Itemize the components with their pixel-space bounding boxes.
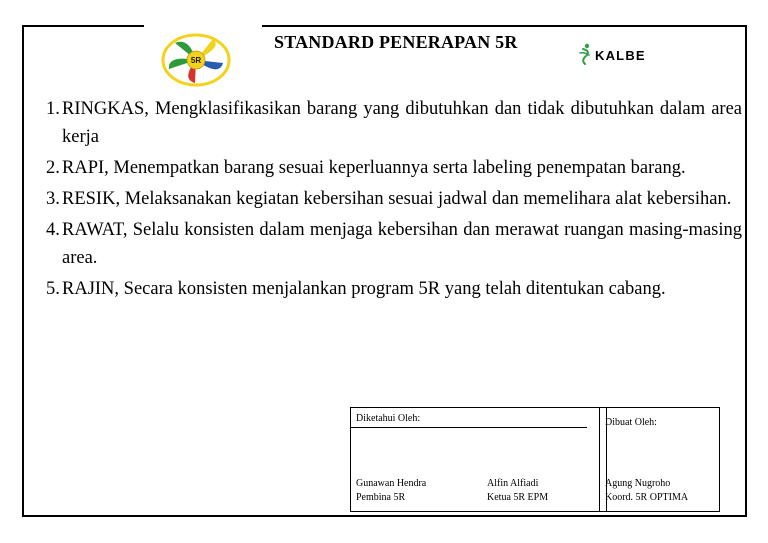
list-item — [46, 275, 742, 303]
item-number: 1. — [46, 99, 60, 119]
list-item — [46, 154, 742, 182]
signer-role: Koord. 5R OPTIMA — [605, 492, 689, 503]
signer-role: Pembina 5R — [356, 492, 406, 503]
list-item — [46, 95, 742, 151]
5r-list — [46, 95, 742, 306]
known-by-box — [350, 407, 607, 512]
item-number: 2. — [46, 158, 60, 178]
item-text: RAWAT, Selalu konsisten dalam menjaga kebersihan dan merawat ruangan masing-masing area. — [62, 220, 742, 268]
kalbe-logo — [577, 43, 646, 65]
item-number: 5. — [46, 279, 60, 299]
item-text: RESIK, Melaksanakan kegiatan kebersihan sesuai jadwal dan memelihara alat kebersihan. — [62, 189, 732, 209]
made-by-box — [599, 407, 720, 512]
document-frame — [22, 25, 747, 517]
item-text: RINGKAS, Mengklasifikasikan barang yang dibutuhkan dan tidak dibutuhkan dalam area kerja — [62, 99, 742, 147]
frame-gap — [144, 25, 262, 28]
kalbe-wordmark: KALBE — [595, 48, 646, 63]
item-number: 3. — [46, 189, 60, 209]
signer-role: Ketua 5R EPM — [487, 492, 549, 503]
signer-name: Alfin Alfiadi — [487, 478, 539, 489]
5r-logo — [161, 33, 231, 87]
list-item — [46, 216, 742, 272]
item-text: RAPI, Menempatkan barang sesuai keperluannya serta labeling penempatan barang. — [62, 158, 686, 178]
page-title: STANDARD PENERAPAN 5R — [274, 32, 518, 52]
kalbe-figure-icon — [577, 43, 593, 65]
known-by-divider — [351, 427, 587, 428]
made-by-label: Dibuat Oleh: — [605, 417, 657, 428]
list-item — [46, 185, 742, 213]
known-by-label: Diketahui Oleh: — [356, 413, 421, 424]
signer-name: Gunawan Hendra — [356, 478, 427, 489]
logo-text: 5R — [190, 56, 202, 65]
signer-name: Agung Nugroho — [605, 478, 671, 489]
item-number: 4. — [46, 220, 60, 240]
item-text: RAJIN, Secara konsisten menjalankan program 5R yang telah ditentukan cabang. — [62, 279, 666, 299]
